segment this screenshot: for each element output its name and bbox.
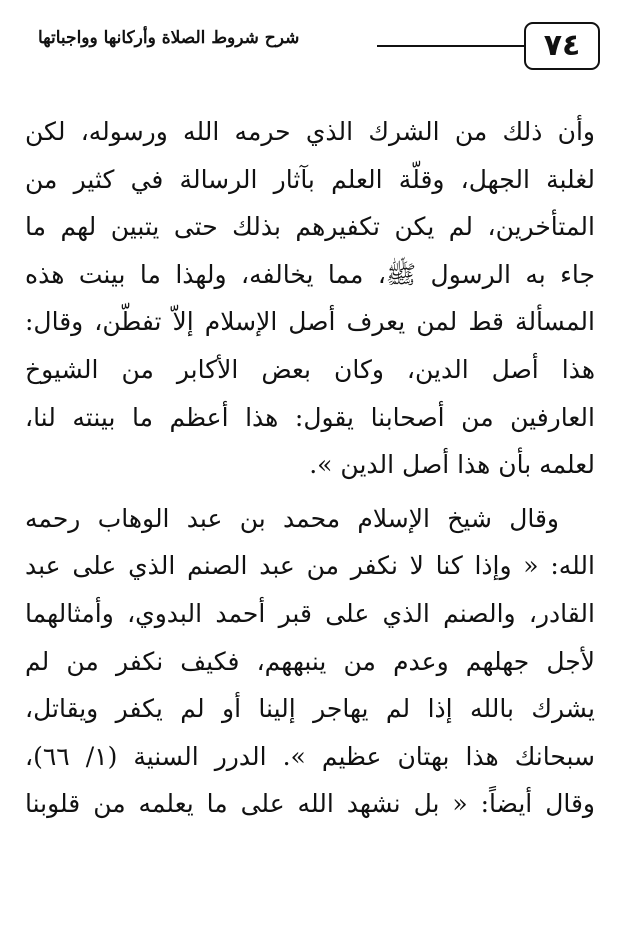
text-line: المسألة قط لمن يعرف أصل الإسلام إلاّ تفطّن، وقال: [25,307,595,337]
header-rule [377,45,524,47]
running-title: شرح شروط الصلاة وأركانها وواجباتها [38,28,300,48]
text-line: المتأخرين، لم يكن تكفيرهم بذلك حتى يتبين لهم ما [25,212,595,242]
text-line: لأجل جهلهم وعدم من ينبههم، فكيف نكفر من لم [25,646,595,676]
page-body [25,108,595,828]
text-line: القادر، والصنم الذي على قبر أحمد البدوي، وأمثالهما [25,598,595,628]
text-line: لعلمه بأن هذا أصل الدين ». [309,450,595,480]
text-line: هذا أصل الدين، وكان بعض الأكابر من الشيوخ [25,354,595,384]
text-line: وقال شيخ الإسلام محمد بن عبد الوهاب رحمه [25,503,559,533]
page-header [38,22,600,74]
text-line: سبحانك هذا بهتان عظيم ». الدرر السنية (١/ ٦٦)، [25,741,595,771]
paragraph-1 [25,108,595,489]
text-line: جاء به الرسول ﷺ، مما يخالفه، ولهذا ما بينت هذه [25,259,595,289]
page-number: ٧٤ [524,22,600,70]
text-line: وقال أيضاً: « بل نشهد الله على ما يعلمه من قلوبنا [25,789,595,819]
text-line: يشرك بالله إذا لم يهاجر إلينا أو لم يكفر ويقاتل، [25,694,595,724]
text-line: الله: « وإذا كنا لا نكفر من عبد الصنم الذي على عبد [25,551,595,581]
text-line: العارفين من أصحابنا يقول: هذا أعظم ما بينته لنا، [25,402,595,432]
paragraph-2 [25,495,595,828]
text-line: لغلبة الجهل، وقلّة العلم بآثار الرسالة في كثير من [25,164,595,194]
text-line: وأن ذلك من الشرك الذي حرمه الله ورسوله، لكن [25,117,595,146]
